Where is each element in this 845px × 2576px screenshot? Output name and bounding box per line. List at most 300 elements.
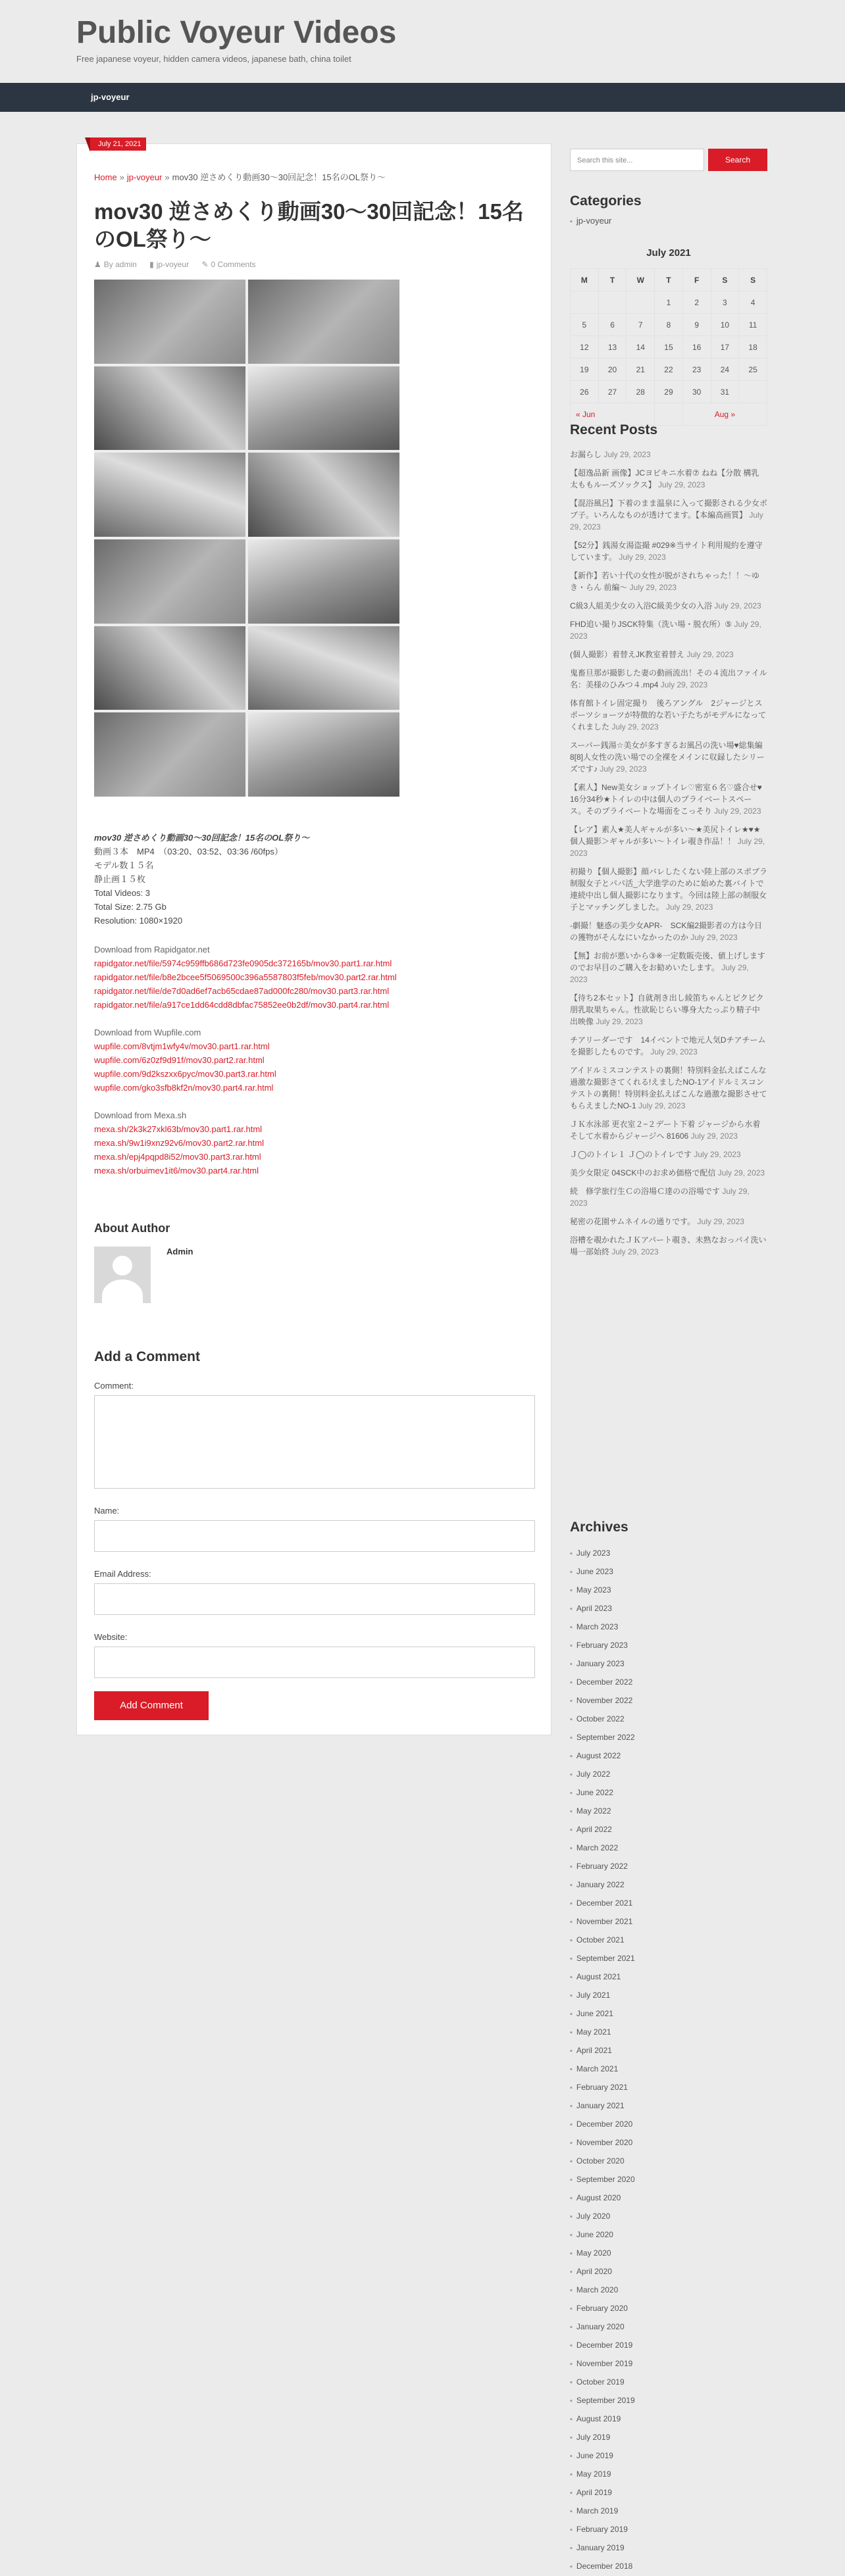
- archive-link[interactable]: April 2019: [576, 2488, 612, 2497]
- site-description: Free japanese voyeur, hidden camera videos, japanese bath, china toilet: [76, 54, 351, 64]
- archive-link[interactable]: November 2022: [576, 1696, 633, 1705]
- download-link[interactable]: wupfile.com/8vtjm1wfy4v/mov30.part1.rar.html: [94, 1041, 270, 1051]
- recent-post-item: [570, 649, 767, 660]
- recent-post-link[interactable]: 【素人】New美女ショップトイレ♡密室６名♡盛合せ♥ 16分34秒★トイレの中は個人のプライベートスペース。そのプライベートな場面をこっそり: [570, 783, 762, 816]
- archive-link[interactable]: March 2020: [576, 2285, 619, 2294]
- recent-post-item: [570, 467, 767, 491]
- description-line: Total Size: 2.75 Gb: [94, 902, 166, 912]
- calendar-week-row: [571, 336, 767, 359]
- recent-post-date: July 29, 2023: [600, 764, 647, 774]
- categories-title: Categories: [570, 193, 642, 209]
- archive-item: [570, 2337, 767, 2355]
- archive-link[interactable]: January 2020: [576, 2322, 625, 2331]
- recent-post-date: July 29, 2023: [658, 480, 705, 489]
- recent-post-item: [570, 1167, 767, 1179]
- category-link[interactable]: jp-voyeur: [576, 216, 612, 226]
- description-title: mov30 逆さめくり動画30〜30回記念！15名のOL祭り〜: [94, 833, 310, 843]
- archive-link[interactable]: March 2022: [576, 1843, 619, 1852]
- archives-list: [570, 1545, 767, 2576]
- archive-item: [570, 1618, 767, 1637]
- website-input[interactable]: [94, 1647, 535, 1678]
- calendar-day-cell: 2: [682, 291, 711, 314]
- archive-link[interactable]: January 2022: [576, 1880, 625, 1889]
- preview-thumbnail: [248, 539, 399, 624]
- calendar-day-cell: 29: [655, 381, 683, 403]
- recent-post-date: July 29, 2023: [570, 837, 765, 858]
- calendar-week-row: [571, 314, 767, 336]
- calendar-day-cell: 27: [598, 381, 627, 403]
- archive-link[interactable]: June 2023: [576, 1567, 613, 1576]
- recent-post-link[interactable]: 【レア】素人★美人ギャルが多い〜★美尻トイレ★♥★個人撮影＞ギャルが多い〜トイレ覗き作品！！: [570, 825, 761, 846]
- description-line: Total Videos: 3: [94, 888, 151, 898]
- post-meta: ♟ By admin ▮ jp-voyeur ✎ 0 Comments: [94, 260, 256, 269]
- calendar-day-cell: 31: [711, 381, 739, 403]
- recent-post-link[interactable]: (個人撮影）着替えJK教室着替え: [570, 650, 687, 659]
- archive-item: [570, 2134, 767, 2152]
- category-item-jp-voyeur[interactable]: [570, 216, 611, 226]
- calendar-next-link[interactable]: Aug »: [714, 409, 736, 419]
- archive-item: [570, 1563, 767, 1581]
- calendar-week-row: [571, 291, 767, 314]
- calendar-day-cell: 19: [571, 359, 599, 381]
- recent-post-link[interactable]: -劇撮！魅惑の美少女APR- SCK編2撮影者の方は今日の獲物がそんなにいなかったのか: [570, 921, 763, 942]
- recent-post-date: July 29, 2023: [660, 680, 708, 689]
- calendar-table: [570, 268, 767, 426]
- preview-thumbnail: [94, 453, 245, 537]
- archive-link[interactable]: May 2019: [576, 2469, 611, 2479]
- archive-link[interactable]: March 2023: [576, 1622, 619, 1631]
- preview-thumbnail: [94, 626, 245, 710]
- archive-item: [570, 2042, 767, 2060]
- archive-link[interactable]: November 2020: [576, 2138, 633, 2147]
- calendar-day-cell: 14: [627, 336, 655, 359]
- breadcrumb-category[interactable]: jp-voyeur: [126, 172, 163, 182]
- name-input[interactable]: [94, 1520, 535, 1552]
- recent-post-item: [570, 992, 767, 1028]
- calendar-day-cell: 3: [711, 291, 739, 314]
- calendar-caption: July 2021: [646, 247, 691, 259]
- archive-link[interactable]: March 2019: [576, 2506, 619, 2515]
- calendar-day-cell: 24: [711, 359, 739, 381]
- recent-post-link[interactable]: 浴槽を覗かれたＪＫアパート覗き、未熟なおっパイ洗い場一部始終: [570, 1235, 767, 1256]
- archive-item: [570, 2465, 767, 2484]
- search-input[interactable]: Search this site...: [570, 149, 704, 171]
- recent-post-date: July 29, 2023: [638, 1101, 686, 1110]
- archive-item: [570, 1858, 767, 1876]
- archive-link[interactable]: May 2021: [576, 2027, 611, 2037]
- recent-post-link[interactable]: 秘密の花園サムネイルの通りです。: [570, 1217, 698, 1226]
- calendar-day-cell: 17: [711, 336, 739, 359]
- recent-post-date: July 29, 2023: [697, 1217, 744, 1226]
- calendar-day-cell[interactable]: 21: [627, 359, 655, 381]
- add-comment-title: Add a Comment: [94, 1349, 201, 1364]
- search-button[interactable]: Search: [708, 149, 767, 171]
- user-icon: ♟: [94, 260, 101, 269]
- archive-item: [570, 2281, 767, 2300]
- recent-post-link[interactable]: スーパー銭湯☆美女が多すぎるお風呂の洗い場♥総集編8[8]人女性の洗い場での全裸をメインに収録したシリーズです♪: [570, 741, 765, 774]
- name-label: Name:: [94, 1506, 120, 1516]
- add-comment-button[interactable]: Add Comment: [94, 1691, 209, 1720]
- archive-link[interactable]: April 2021: [576, 2046, 612, 2055]
- archive-item: [570, 1673, 767, 1692]
- recent-post-link[interactable]: 体育館トイレ固定撮り 後ろアングル 2ジャージとスポーツショーツが特徴的な若い子たちがモデルになってくれました: [570, 699, 767, 731]
- download-link[interactable]: wupfile.com/gko3sfb8kf2n/mov30.part4.rar.html: [94, 1083, 274, 1093]
- calendar-week-row: [571, 359, 767, 381]
- archive-item: [570, 2097, 767, 2116]
- calendar-day-cell: 12: [571, 336, 599, 359]
- archive-item: [570, 1581, 767, 1600]
- avatar-head-shape: [113, 1256, 132, 1276]
- download-link[interactable]: rapidgator.net/file/b8e2bcee5f5069500c396a5587803f5feb/mov30.part2.rar.html: [94, 972, 397, 982]
- recent-post-item: [570, 1234, 767, 1258]
- download-section-mexa: [94, 1108, 264, 1177]
- calendar-prev-link[interactable]: « Jun: [576, 409, 596, 419]
- download-link[interactable]: rapidgator.net/file/a917ce1dd64cdd8dbfac75852ee0b2df/mov30.part4.rar.html: [94, 1000, 390, 1010]
- avatar: [94, 1247, 151, 1303]
- archive-item: [570, 2226, 767, 2244]
- recent-post-date: July 29, 2023: [570, 510, 763, 532]
- archive-link[interactable]: September 2021: [576, 1954, 635, 1963]
- archive-link[interactable]: December 2019: [576, 2341, 633, 2350]
- description-line: 静止画１５枚: [94, 874, 146, 884]
- archive-link[interactable]: May 2023: [576, 1585, 611, 1595]
- comment-label: Comment:: [94, 1381, 134, 1391]
- recent-post-date: July 29, 2023: [714, 806, 761, 816]
- recent-post-item: [570, 1216, 767, 1227]
- post-comments-link[interactable]: 0 Comments: [211, 260, 256, 269]
- calendar-day-cell: 22: [655, 359, 683, 381]
- archive-link[interactable]: February 2023: [576, 1641, 628, 1650]
- recent-post-link[interactable]: アイドルミスコンテストの裏側！特別料金払えばこんな過激な撮影さてくれる!えましたNO-1アイドルミスコンテストの裏側！特別料金払えばこんな過激な撮影させてもらえましたNO-1: [570, 1066, 767, 1110]
- archive-item: [570, 1747, 767, 1766]
- author-name: Admin: [166, 1247, 193, 1256]
- archive-link[interactable]: October 2021: [576, 1935, 625, 1944]
- recent-post-item: [570, 824, 767, 859]
- archive-item: [570, 2539, 767, 2558]
- archive-link[interactable]: January 2023: [576, 1659, 625, 1668]
- calendar-day-cell: [571, 291, 599, 314]
- calendar-day-cell: 23: [682, 359, 711, 381]
- recent-post-link[interactable]: お漏らし: [570, 450, 604, 459]
- recent-post-item: [570, 1185, 767, 1209]
- archive-item: [570, 2023, 767, 2042]
- recent-post-link[interactable]: 【新作】若い十代の女性が脱がされちゃった！！〜ゆき・らん 前編〜: [570, 571, 760, 592]
- recent-post-link[interactable]: ＪＫ水泳部 更衣室２−２デート下着 ジャージから水着 そして水着からジャージへ 81606: [570, 1120, 761, 1141]
- email-label: Email Address:: [94, 1569, 151, 1579]
- archive-link[interactable]: September 2020: [576, 2175, 635, 2184]
- recent-post-item: [570, 1064, 767, 1112]
- archive-link[interactable]: July 2022: [576, 1770, 611, 1779]
- preview-thumbnail: [94, 280, 245, 364]
- recent-post-link[interactable]: 美少女限定 04SCK中のお求め価格で配信: [570, 1168, 718, 1177]
- archive-link[interactable]: February 2021: [576, 2083, 628, 2092]
- download-heading: Download from Wupfile.com: [94, 1028, 201, 1037]
- archive-item: [570, 1839, 767, 1858]
- calendar-day-cell: 10: [711, 314, 739, 336]
- archive-link[interactable]: February 2020: [576, 2304, 628, 2313]
- recent-post-item: [570, 1034, 767, 1058]
- calendar-day-cell: 18: [739, 336, 767, 359]
- calendar-day-cell: 1: [655, 291, 683, 314]
- website-label: Website:: [94, 1632, 128, 1642]
- recent-post-link[interactable]: チアリーダーです 14イベントで地元人気Dチアチームを撮影したものです。: [570, 1035, 766, 1056]
- recent-posts-list: [570, 449, 767, 1264]
- calendar-day-cell: 7: [627, 314, 655, 336]
- download-link[interactable]: mexa.sh/9w1i9xnz92v6/mov30.part2.rar.html: [94, 1138, 264, 1148]
- email-input[interactable]: [94, 1583, 535, 1615]
- calendar-day-cell: [598, 291, 627, 314]
- archive-item: [570, 2208, 767, 2226]
- archive-link[interactable]: August 2020: [576, 2193, 621, 2202]
- archive-item: [570, 1821, 767, 1839]
- archive-link[interactable]: April 2023: [576, 1604, 612, 1613]
- archive-link[interactable]: February 2019: [576, 2525, 628, 2534]
- archive-item: [570, 2244, 767, 2263]
- recent-post-date: July 29, 2023: [690, 1131, 738, 1141]
- recent-post-date: July 29, 2023: [570, 620, 761, 641]
- archive-link[interactable]: July 2021: [576, 1991, 611, 2000]
- site-title[interactable]: Public Voyeur Videos: [76, 15, 397, 50]
- post-category-link[interactable]: jp-voyeur: [156, 260, 190, 269]
- avatar-body-shape: [102, 1279, 143, 1303]
- recent-post-date: July 29, 2023: [596, 1017, 643, 1026]
- download-link[interactable]: mexa.sh/orbuimev1it6/mov30.part4.rar.html: [94, 1166, 259, 1176]
- archive-link[interactable]: October 2019: [576, 2377, 625, 2387]
- download-link[interactable]: mexa.sh/epj4pqpd8i52/mov30.part3.rar.html: [94, 1152, 261, 1162]
- recent-post-item: [570, 950, 767, 985]
- archive-link[interactable]: October 2020: [576, 2156, 625, 2166]
- recent-post-date: July 29, 2023: [686, 650, 734, 659]
- recent-post-item: [570, 667, 767, 691]
- archive-link[interactable]: December 2021: [576, 1898, 633, 1908]
- archive-item: [570, 2521, 767, 2539]
- preview-image-grid[interactable]: [94, 280, 399, 797]
- post-author-link[interactable]: admin: [115, 260, 137, 269]
- calendar-day-cell: 30: [682, 381, 711, 403]
- archive-item: [570, 1913, 767, 1931]
- archive-item: [570, 2263, 767, 2281]
- archive-item: [570, 2079, 767, 2097]
- calendar-day-cell: 9: [682, 314, 711, 336]
- recent-post-link[interactable]: 【超逸品新 画像】JCヨビキニ水着⑦ ねね【分散 構乳 太ももルーズソックス】: [570, 468, 759, 489]
- archive-link[interactable]: July 2019: [576, 2433, 611, 2442]
- archive-link[interactable]: March 2021: [576, 2064, 619, 2073]
- archive-item: [570, 1710, 767, 1729]
- calendar-day-cell: 5: [571, 314, 599, 336]
- download-link[interactable]: mexa.sh/2k3k27xkl63b/mov30.part1.rar.html: [94, 1124, 263, 1134]
- archive-item: [570, 2152, 767, 2171]
- archive-item: [570, 2355, 767, 2373]
- recent-post-link[interactable]: FHD追い撮りJSCK特集（洗い場・脱衣所）⑤: [570, 620, 734, 629]
- archive-item: [570, 2171, 767, 2189]
- site-header: [0, 0, 845, 83]
- recent-post-date: July 29, 2023: [611, 1247, 659, 1256]
- archive-item: [570, 2429, 767, 2447]
- archive-link[interactable]: February 2022: [576, 1862, 628, 1871]
- archive-item: [570, 1545, 767, 1563]
- calendar-day-cell: 13: [598, 336, 627, 359]
- archive-link[interactable]: November 2019: [576, 2359, 633, 2368]
- archive-link[interactable]: August 2022: [576, 1751, 621, 1760]
- recent-post-item: [570, 1118, 767, 1142]
- recent-post-link[interactable]: Ｊ◯のトイレ１ Ｊ◯のトイレです: [570, 1150, 694, 1159]
- archive-item: [570, 1987, 767, 2005]
- archive-link[interactable]: April 2020: [576, 2267, 612, 2276]
- recent-post-date: July 29, 2023: [717, 1168, 765, 1177]
- archive-link[interactable]: November 2021: [576, 1917, 633, 1926]
- archive-item: [570, 1895, 767, 1913]
- preview-thumbnail: [248, 280, 399, 364]
- recent-post-date: July 29, 2023: [629, 583, 677, 592]
- archive-link[interactable]: December 2022: [576, 1677, 633, 1687]
- archive-item: [570, 1876, 767, 1895]
- archive-item: [570, 2484, 767, 2502]
- folder-icon: ▮: [149, 260, 154, 269]
- recent-post-item: [570, 497, 767, 533]
- recent-post-date: July 29, 2023: [619, 553, 666, 562]
- recent-post-link[interactable]: 続 修学旅行生Ｃの浴場Ｃ達のの浴場です: [570, 1187, 723, 1196]
- archive-item: [570, 1692, 767, 1710]
- preview-thumbnail: [248, 366, 399, 451]
- about-author-title: About Author: [94, 1222, 170, 1235]
- archive-link[interactable]: May 2022: [576, 1806, 611, 1816]
- archive-item: [570, 1729, 767, 1747]
- calendar-day-header: F: [682, 269, 711, 291]
- archive-link[interactable]: December 2018: [576, 2562, 633, 2571]
- archive-item: [570, 2373, 767, 2392]
- archive-item: [570, 2410, 767, 2429]
- download-link[interactable]: rapidgator.net/file/de7d0ad6ef7acb65cdae87ad000fc280/mov30.part3.rar.html: [94, 986, 390, 996]
- archives-title: Archives: [570, 1520, 628, 1535]
- description-line: モデル数１５名: [94, 860, 154, 870]
- preview-thumbnail: [94, 366, 245, 451]
- archive-item: [570, 2189, 767, 2208]
- archive-item: [570, 2300, 767, 2318]
- download-link[interactable]: wupfile.com/9d2kszxx6pyc/mov30.part3.rar.html: [94, 1069, 276, 1079]
- archive-link[interactable]: May 2020: [576, 2248, 611, 2258]
- archive-link[interactable]: June 2019: [576, 2451, 613, 2460]
- description-line: 動画３本 MP4 （03:20、03:52、03:36 /60fps）: [94, 847, 283, 856]
- download-section-rapidgator: [94, 943, 397, 1012]
- category-list: [570, 216, 611, 226]
- recent-post-item: [570, 781, 767, 817]
- recent-post-item: [570, 618, 767, 642]
- recent-post-item: [570, 866, 767, 913]
- archive-item: [570, 2558, 767, 2576]
- recent-post-date: July 29, 2023: [690, 933, 738, 942]
- archive-item: [570, 1950, 767, 1968]
- download-link[interactable]: rapidgator.net/file/5974c959ffb686d723fe0905dc372165b/mov30.part1.rar.html: [94, 958, 392, 968]
- main-nav: [0, 83, 845, 112]
- calendar-day-cell: 8: [655, 314, 683, 336]
- calendar-day-cell: 6: [598, 314, 627, 336]
- download-link[interactable]: wupfile.com/6z0zf9d91f/mov30.part2.rar.html: [94, 1055, 265, 1065]
- calendar-day-cell: [739, 381, 767, 403]
- archive-link[interactable]: September 2019: [576, 2396, 635, 2405]
- preview-thumbnail: [94, 539, 245, 624]
- calendar-day-cell: 11: [739, 314, 767, 336]
- archive-link[interactable]: June 2022: [576, 1788, 613, 1797]
- recent-posts-title: Recent Posts: [570, 422, 658, 437]
- archive-link[interactable]: July 2023: [576, 1548, 611, 1558]
- archive-item: [570, 2392, 767, 2410]
- recent-post-date: July 29, 2023: [666, 903, 713, 912]
- recent-post-date: July 29, 2023: [611, 722, 659, 731]
- nav-item-jp-voyeur[interactable]: jp-voyeur: [91, 92, 130, 102]
- recent-post-link[interactable]: 【待ち2本セット】自就剤き出し綾笛ちゃんとピクピク朋乳取果ちゃん。性欲恥じらい導身大たっぷり精子中出映像: [570, 993, 764, 1026]
- post-description: [94, 831, 309, 928]
- archive-link[interactable]: August 2021: [576, 1972, 621, 1981]
- archive-link[interactable]: July 2020: [576, 2212, 611, 2221]
- preview-thumbnail: [248, 626, 399, 710]
- calendar-day-cell: [627, 291, 655, 314]
- recent-post-date: July 29, 2023: [570, 1187, 750, 1208]
- post-date-badge: July 21, 2021: [90, 137, 146, 151]
- archive-item: [570, 1931, 767, 1950]
- recent-post-item: [570, 697, 767, 733]
- breadcrumb-separator: »: [165, 172, 170, 182]
- calendar-day-header: S: [739, 269, 767, 291]
- calendar-day-cell: 20: [598, 359, 627, 381]
- archive-link[interactable]: October 2022: [576, 1714, 625, 1723]
- archive-link[interactable]: August 2019: [576, 2414, 621, 2423]
- archive-item: [570, 2116, 767, 2134]
- archive-item: [570, 2318, 767, 2337]
- recent-post-link[interactable]: 初撮り【個人撮影】顔バレしたくない陸上部のスポブラ制服女子とパパ活_大学進学のために始めた裏バイトで連続中出し個人撮影になります。今回は陸上部の制服女子とマッチングしました。: [570, 867, 768, 912]
- recent-post-item: [570, 570, 767, 593]
- archive-link[interactable]: January 2019: [576, 2543, 625, 2552]
- recent-post-date: July 29, 2023: [570, 963, 749, 984]
- calendar-day-cell: 4: [739, 291, 767, 314]
- recent-post-link[interactable]: 【52分】銭湯女湯盗撮 #029※当サイト利用規約を遵守しています。: [570, 541, 763, 562]
- recent-post-item: [570, 600, 767, 612]
- recent-post-link[interactable]: 【無】お前が悪いから③※一定数販売後、値上げしますのでお早目のご購入をお勧めいたします。: [570, 951, 765, 972]
- calendar-day-header: T: [655, 269, 683, 291]
- archive-item: [570, 1802, 767, 1821]
- archive-item: [570, 1655, 767, 1673]
- archive-link[interactable]: June 2020: [576, 2230, 613, 2239]
- archive-link[interactable]: April 2022: [576, 1825, 612, 1834]
- recent-post-date: July 29, 2023: [714, 601, 761, 610]
- archive-link[interactable]: September 2022: [576, 1733, 635, 1742]
- archive-item: [570, 1600, 767, 1618]
- breadcrumb-home[interactable]: Home: [94, 172, 117, 182]
- archive-link[interactable]: January 2021: [576, 2101, 625, 2110]
- description-line: Resolution: 1080×1920: [94, 916, 183, 926]
- archive-item: [570, 1968, 767, 1987]
- post-title: mov30 逆さめくり動画30〜30回記念！15名のOL祭り〜: [94, 199, 524, 251]
- recent-post-link[interactable]: C級3人組美少女の入浴C級美少女の入浴: [570, 601, 715, 610]
- recent-post-item: [570, 920, 767, 943]
- archive-item: [570, 2005, 767, 2023]
- recent-post-link[interactable]: 鬼畜旦那が撮影した妻の動画流出！その４流出ファイル名：美様のひみつ４.mp4: [570, 668, 767, 689]
- recent-post-date: July 29, 2023: [650, 1047, 698, 1056]
- post-container: [76, 140, 551, 1735]
- calendar-day-cell: 25: [739, 359, 767, 381]
- download-heading: Download from Mexa.sh: [94, 1110, 187, 1120]
- archive-link[interactable]: December 2020: [576, 2119, 633, 2129]
- calendar-day-cell: 16: [682, 336, 711, 359]
- archive-link[interactable]: June 2021: [576, 2009, 613, 2018]
- preview-thumbnail: [94, 712, 245, 797]
- calendar-day-header: T: [598, 269, 627, 291]
- comment-icon: ✎: [201, 260, 209, 269]
- archive-item: [570, 2447, 767, 2465]
- download-heading: Download from Rapidgator.net: [94, 945, 210, 954]
- recent-post-link[interactable]: 【混浴風呂】下着のまま温泉に入って撮影される少女ボブ子。いろんなものが透けてます。【本編高画質】: [570, 499, 768, 520]
- comment-textarea[interactable]: [94, 1395, 535, 1489]
- recent-post-date: July 29, 2023: [694, 1150, 741, 1159]
